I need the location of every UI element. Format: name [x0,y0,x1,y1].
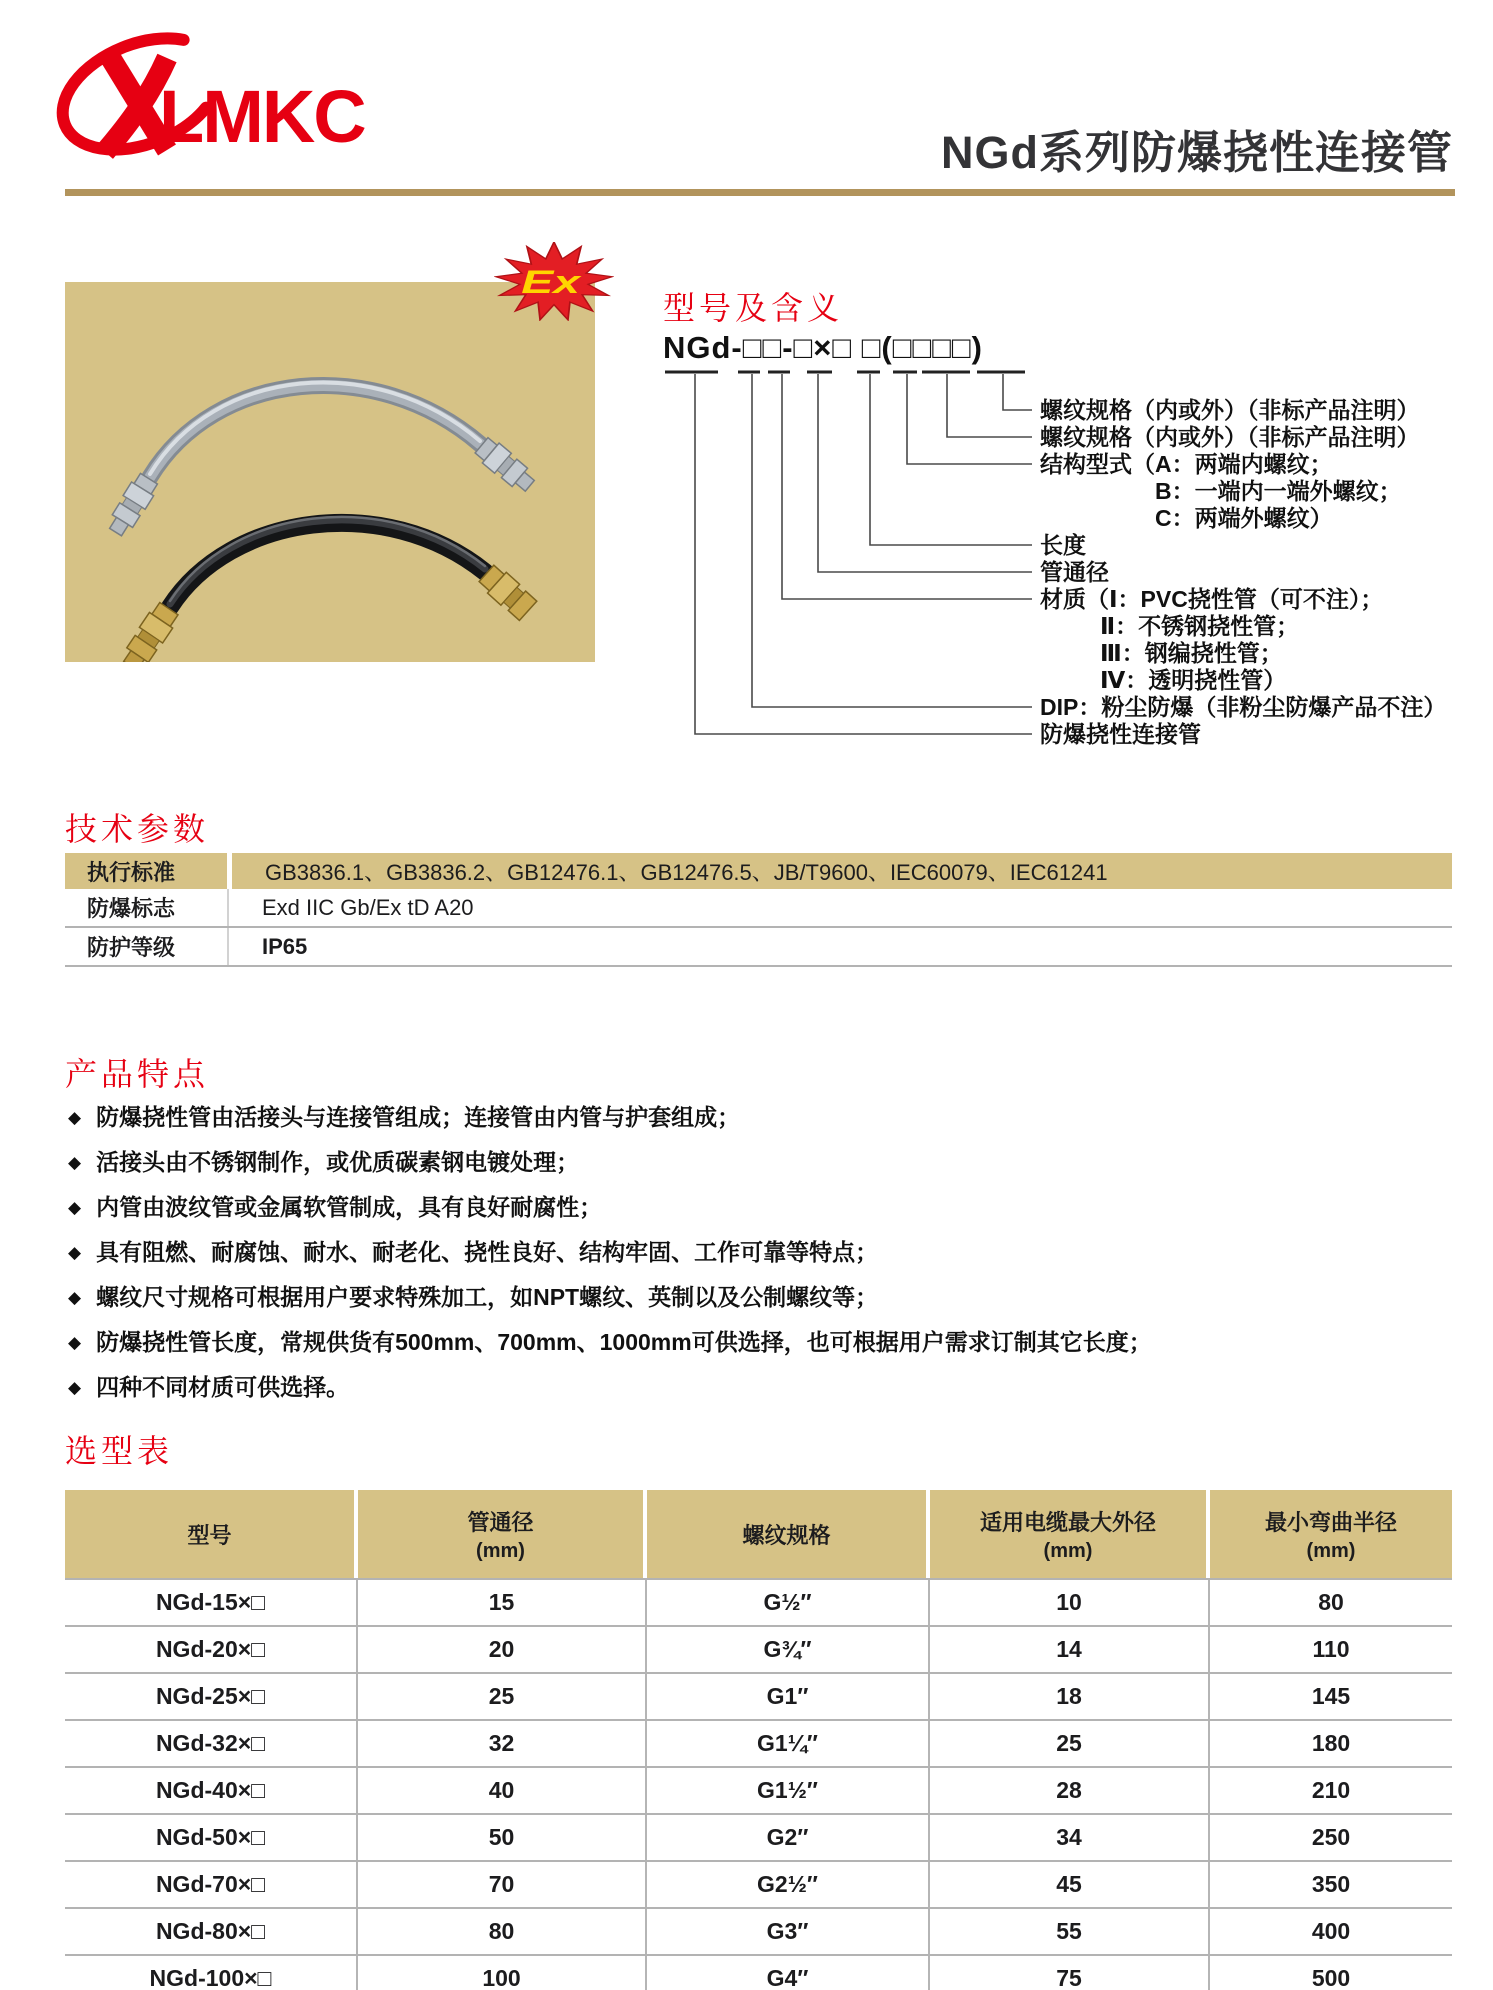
selection-cell: 75 [930,1956,1210,1990]
section-heading-features: 产品特点 [65,1056,210,1092]
logo-text: LMKC [159,75,365,158]
selection-cell: NGd-40×□ [65,1768,358,1813]
company-logo-icon [55,20,375,170]
column-unit: (mm) [1043,1539,1093,1562]
selection-cell: G1¼″ [647,1721,930,1766]
model-label: 结构型式（A：两端内螺纹； [1040,451,1333,477]
selection-cell: 14 [930,1627,1210,1672]
tech-row-value: IP65 [262,933,308,959]
selection-cell: 40 [358,1768,647,1813]
model-label: 螺纹规格（内或外）（非标产品注明） [1040,397,1420,423]
tech-row [65,889,1452,928]
selection-cell: G3″ [647,1909,930,1954]
section-heading-selection: 选型表 [65,1433,174,1469]
feature-text: 内管由波纹管或金属软管制成，具有良好耐腐性； [96,1194,603,1220]
selection-table [65,1490,1452,1990]
selection-cell: NGd-20×□ [65,1627,358,1672]
tech-row-value: Exd IIC Gb/Ex tD A20 [262,894,474,920]
selection-cell: 110 [1312,1636,1350,1662]
column-title: 螺纹规格 [742,1522,831,1548]
selection-cell: 400 [1311,1918,1351,1944]
selection-header-cell [1210,1490,1452,1578]
selection-cell: NGd-15×□ [65,1580,358,1625]
selection-cell: G½″ [647,1580,930,1625]
selection-cell: 70 [358,1862,647,1907]
model-label: C：两端外螺纹） [1155,505,1333,531]
selection-row [65,1954,1452,1990]
selection-cell: NGd-70×□ [65,1862,358,1907]
selection-cell: 25 [930,1721,1210,1766]
selection-cell: 28 [930,1768,1210,1813]
feature-item [68,1279,878,1312]
selection-row [65,1907,1452,1954]
selection-row [65,1860,1452,1907]
feature-item [68,1369,349,1402]
column-unit: (mm) [1306,1539,1356,1562]
model-label: 管通径 [1040,559,1109,585]
selection-cell: 350 [1311,1871,1351,1897]
model-label: B：一端内一端外螺纹； [1155,478,1402,504]
selection-cell: 180 [1311,1730,1351,1756]
model-label: 防爆挠性连接管 [1040,721,1201,747]
selection-cell: 500 [1311,1965,1351,1990]
selection-cell: 80 [358,1909,647,1954]
model-label: 长度 [1040,532,1086,558]
selection-cell: 18 [930,1674,1210,1719]
selection-cell: 100 [358,1956,647,1990]
selection-cell: NGd-80×□ [65,1909,358,1954]
model-label: Ⅳ：透明挠性管） [1100,667,1287,693]
tech-row [65,928,1452,967]
selection-header-cell [647,1490,930,1578]
diamond-bullet-icon: ◆ [68,1108,82,1127]
feature-item [68,1324,1152,1357]
model-code: NGd-□□-□×□ □(□□□□) [663,330,983,365]
model-label: 螺纹规格（内或外）（非标产品注明） [1040,424,1420,450]
feature-item [68,1234,878,1267]
selection-cell: G1″ [647,1674,930,1719]
selection-cell: 45 [930,1862,1210,1907]
black-hose [119,517,538,662]
selection-header-cell [358,1490,647,1578]
selection-cell: NGd-50×□ [65,1815,358,1860]
feature-text: 防爆挠性管长度，常规供货有500mm、700mm、1000mm可供选择，也可根据用户需求订制其它长度； [96,1329,1152,1355]
section-heading-tech: 技术参数 [65,811,210,847]
selection-row [65,1625,1452,1672]
tech-row [65,853,1452,889]
model-label: DIP：粉尘防爆（非粉尘防爆产品不注） [1040,694,1447,720]
model-label: 材质（Ⅰ：PVC挠性管（可不注）； [1040,586,1384,612]
header-divider [65,189,1455,196]
selection-cell: 55 [930,1909,1210,1954]
selection-cell: 10 [930,1580,1210,1625]
diamond-bullet-icon: ◆ [68,1243,82,1262]
feature-text: 螺纹尺寸规格可根据用户要求特殊加工，如NPT螺纹、英制以及公制螺纹等； [96,1284,879,1310]
model-label: Ⅲ：钢编挠性管； [1100,640,1283,666]
diamond-bullet-icon: ◆ [68,1198,82,1217]
hoses-illustration [65,282,595,662]
selection-cell: NGd-25×□ [65,1674,358,1719]
selection-cell: 20 [358,1627,647,1672]
column-title: 管通径 [467,1509,534,1535]
selection-cell: NGd-32×□ [65,1721,358,1766]
diamond-bullet-icon: ◆ [68,1333,82,1352]
feature-text: 防爆挠性管由活接头与连接管组成；连接管由内管与护套组成； [96,1104,741,1130]
selection-row [65,1672,1452,1719]
ex-badge-text: Ex [521,263,580,301]
selection-row [65,1719,1452,1766]
product-photo [65,282,595,662]
section-heading-model: 型号及含义 [663,290,844,326]
selection-row [65,1766,1452,1813]
diamond-bullet-icon: ◆ [68,1153,82,1172]
tech-row-label: 防爆标志 [65,889,229,926]
feature-item [68,1189,602,1222]
selection-cell: 145 [1311,1683,1351,1709]
selection-row [65,1813,1452,1860]
selection-cell: G1½″ [647,1768,930,1813]
feature-item [68,1144,579,1177]
selection-header-row [65,1490,1452,1578]
feature-item [68,1099,740,1132]
column-title: 最小弯曲半径 [1264,1509,1397,1535]
selection-cell: G¾″ [647,1627,930,1672]
selection-cell: 50 [358,1815,647,1860]
tech-row-value: GB3836.1、GB3836.2、GB12476.1、GB12476.5、JB/T9600、IEC60079、IEC61241 [265,859,1108,885]
feature-text: 活接头由不锈钢制作，或优质碳素钢电镀处理； [96,1149,580,1175]
feature-text: 四种不同材质可供选择。 [96,1374,350,1400]
column-title: 适用电缆最大外径 [979,1509,1156,1535]
tech-row-label: 防护等级 [65,928,229,965]
column-title: 型号 [187,1522,232,1548]
page-title: NGd系列防爆挠性连接管 [941,127,1453,178]
diamond-bullet-icon: ◆ [68,1288,82,1307]
selection-cell: G2½″ [647,1862,930,1907]
tech-row-label: 执行标准 [65,853,232,889]
selection-cell: 80 [1318,1589,1344,1615]
selection-cell: G4″ [647,1956,930,1990]
ex-badge-icon [494,242,614,321]
selection-header-cell [65,1490,358,1578]
selection-cell: 32 [358,1721,647,1766]
column-unit: (mm) [476,1539,525,1562]
selection-cell: 250 [1311,1824,1351,1850]
selection-cell: NGd-100×□ [65,1956,358,1990]
diamond-bullet-icon: ◆ [68,1378,82,1397]
selection-cell: 34 [930,1815,1210,1860]
selection-cell: G2″ [647,1815,930,1860]
model-label: Ⅱ：不锈钢挠性管； [1100,613,1300,639]
selection-header-cell [930,1490,1210,1578]
feature-text: 具有阻燃、耐腐蚀、耐水、耐老化、挠性良好、结构牢固、工作可靠等特点； [96,1239,879,1265]
selection-cell: 15 [358,1580,647,1625]
selection-row [65,1578,1452,1625]
tech-params-table [65,853,1452,967]
selection-cell: 210 [1311,1777,1351,1803]
selection-cell: 25 [358,1674,647,1719]
